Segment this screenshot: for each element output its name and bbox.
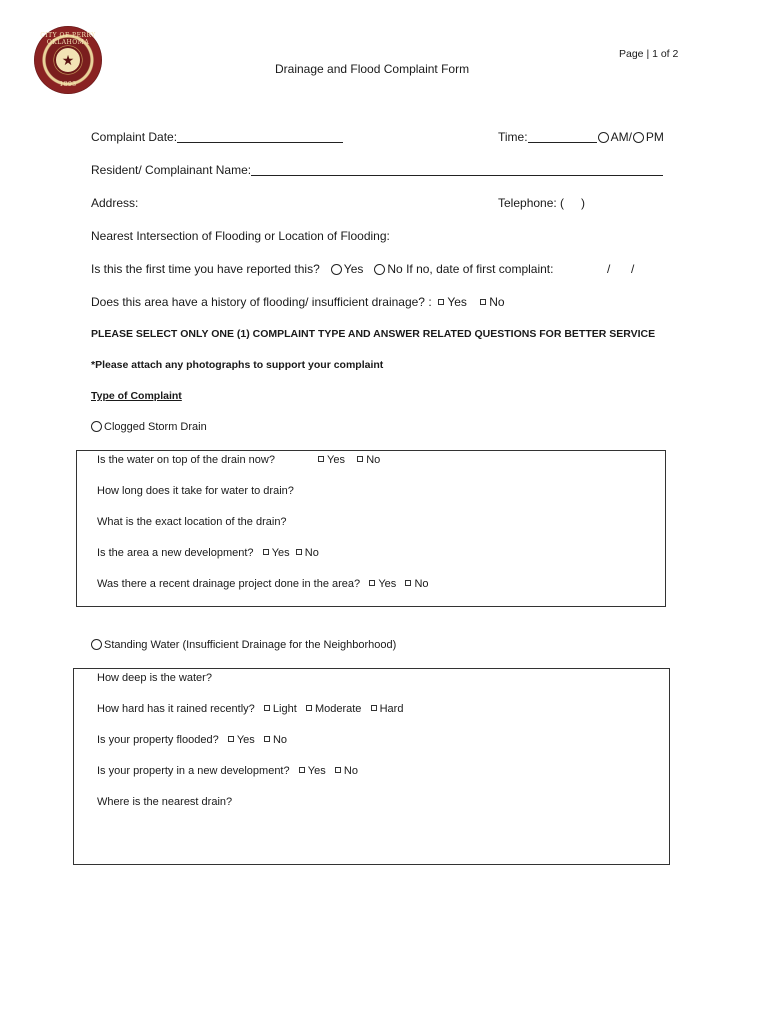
standing-q3-yes-checkbox[interactable] [228,736,234,742]
complaint-date-label: Complaint Date: [91,130,178,144]
first-time-no-label: No If no, date of first complaint: [387,262,554,276]
time-field[interactable] [528,130,597,143]
resident-name-field[interactable] [251,163,663,176]
pm-radio[interactable] [633,132,644,143]
city-seal-logo [34,26,102,94]
clogged-q4-yes-checkbox[interactable] [263,549,269,555]
clogged-q1-yes-label: Yes [327,454,345,466]
clogged-radio[interactable] [91,421,102,432]
clogged-q5-no-checkbox[interactable] [405,580,411,586]
date-slash-1: / [607,262,611,276]
standing-q2-row [97,703,403,715]
clogged-q4-row [97,547,319,559]
history-no-checkbox[interactable] [480,299,486,305]
clogged-option [90,421,207,433]
clogged-q1-no-label: No [366,454,381,466]
first-time-yes-label: Yes [343,262,364,276]
page-number: Page | 1 of 2 [619,48,679,60]
resident-row [91,163,663,177]
clogged-q5-yes-label: Yes [378,578,397,590]
standing-q2: How hard has it rained recently? [97,703,255,715]
clogged-q2: How long does it take for water to drain? [97,485,294,497]
am-label: AM/ [610,130,632,144]
standing-q2-moderate-checkbox[interactable] [306,705,312,711]
clogged-q4-no-label: No [304,547,319,559]
seal-year: 1893 [59,81,77,88]
clogged-q1: Is the water on top of the drain now? [97,454,275,466]
standing-q5: Where is the nearest drain? [97,796,233,808]
clogged-q1-options [318,454,380,466]
history-no-label: No [489,295,505,309]
address-label: Address: [91,196,139,210]
standing-q3-yes-label: Yes [236,734,255,746]
clogged-q5-yes-checkbox[interactable] [369,580,375,586]
clogged-label: Clogged Storm Drain [104,421,207,433]
clogged-q5: Was there a recent drainage project done in the area? [97,578,361,590]
standing-q4-no-checkbox[interactable] [335,767,341,773]
telephone-row [498,196,585,210]
standing-q4: Is your property in a new development? [97,765,290,777]
date-slash-2: / [631,262,635,276]
complaint-date-field[interactable] [177,130,343,143]
intersection-label: Nearest Intersection of Flooding or Location of Flooding: [91,229,390,243]
seal-center [54,46,82,74]
history-label: Does this area have a history of flooding/ insufficient drainage? : [91,295,432,309]
first-time-yes-radio[interactable] [331,264,342,275]
first-time-row [91,262,553,276]
clogged-q5-no-label: No [414,578,429,590]
history-yes-checkbox[interactable] [438,299,444,305]
standing-q3-no-label: No [272,734,288,746]
form-title: Drainage and Flood Complaint Form [275,62,470,76]
clogged-q3: What is the exact location of the drain? [97,516,287,528]
clogged-q1-no-checkbox[interactable] [357,456,363,462]
clogged-q4-no-checkbox[interactable] [296,549,302,555]
standing-q2-hard-checkbox[interactable] [371,705,377,711]
select-one-instruction: PLEASE SELECT ONLY ONE (1) COMPLAINT TYPE AND ANSWER RELATED QUESTIONS FOR BETTER SERVICE [91,328,656,340]
history-row [91,295,505,309]
standing-q2-light-checkbox[interactable] [264,705,270,711]
am-radio[interactable] [598,132,609,143]
clogged-q4-yes-label: Yes [271,547,290,559]
first-time-label: Is this the first time you have reported this? [91,262,320,276]
clogged-q4: Is the area a new development? [97,547,254,559]
standing-q2-hard-label: Hard [379,703,404,715]
first-time-no-radio[interactable] [374,264,385,275]
standing-q2-moderate-label: Moderate [314,703,362,715]
standing-label: Standing Water (Insufficient Drainage for the Neighborhood) [104,639,397,651]
history-yes-label: Yes [447,295,467,309]
standing-q1: How deep is the water? [97,672,212,684]
resident-label: Resident/ Complainant Name: [91,163,252,177]
time-label: Time: [498,130,528,144]
clogged-q1-yes-checkbox[interactable] [318,456,324,462]
standing-q4-row [97,765,358,777]
telephone-close-paren: ) [581,196,586,210]
standing-q3-row [97,734,287,746]
standing-q4-yes-checkbox[interactable] [299,767,305,773]
standing-q2-light-label: Light [272,703,297,715]
time-row [498,130,664,144]
seal-ring-text: CITY OF PERRY OKLAHOMA [40,32,96,46]
standing-q4-no-label: No [343,765,358,777]
standing-option [90,639,396,651]
standing-q4-yes-label: Yes [307,765,326,777]
type-of-complaint-heading: Type of Complaint [91,390,182,402]
attach-photos-instruction: *Please attach any photographs to support your complaint [91,359,384,371]
complaint-date-row [91,130,343,144]
star-icon: ★ [61,52,75,68]
standing-radio[interactable] [91,639,102,650]
clogged-q5-row [97,578,429,590]
standing-q3: Is your property flooded? [97,734,219,746]
standing-q3-no-checkbox[interactable] [264,736,270,742]
pm-label: PM [645,130,664,144]
telephone-label: Telephone: ( [498,196,565,210]
